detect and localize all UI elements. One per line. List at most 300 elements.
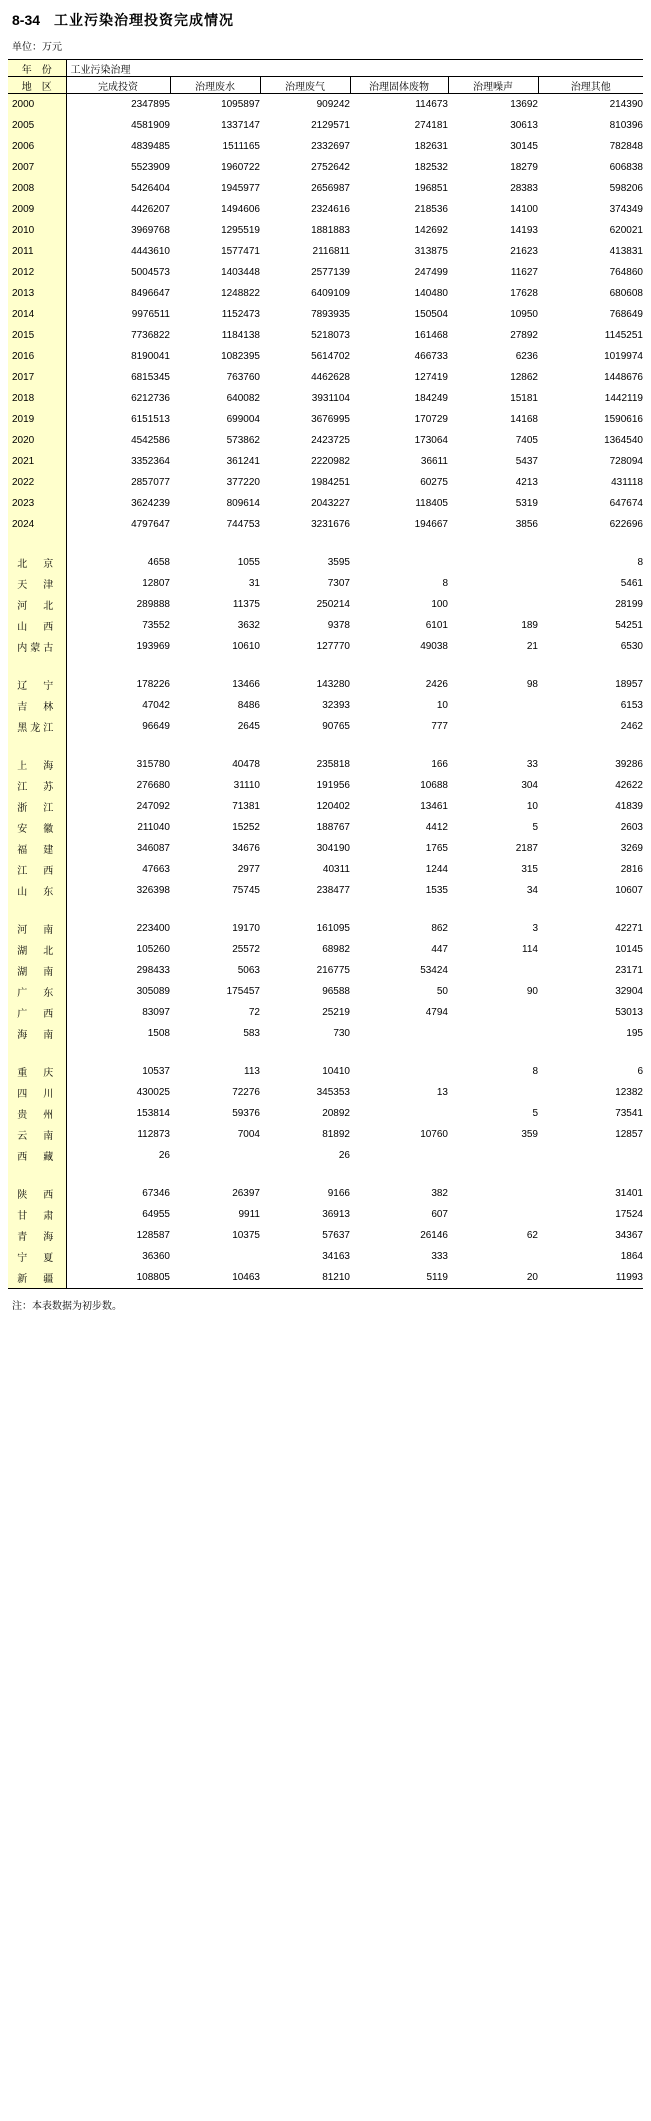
row-label: 吉 林 xyxy=(8,695,66,716)
table-cell: 3352364 xyxy=(131,456,170,467)
row-label: 山 东 xyxy=(8,880,66,901)
table-cell xyxy=(448,1082,538,1103)
table-cell: 2462 xyxy=(620,721,643,732)
table-cell: 41839 xyxy=(615,801,643,812)
table-row xyxy=(8,636,643,657)
table-cell: 40311 xyxy=(322,864,350,875)
table-row xyxy=(8,817,643,838)
row-label: 上 海 xyxy=(8,754,66,775)
table-cell: 13 xyxy=(436,1087,448,1098)
table-cell: 23171 xyxy=(615,965,643,976)
table-row xyxy=(8,409,643,430)
table-cell: 5218073 xyxy=(311,330,350,341)
table-cell: 2116811 xyxy=(312,246,350,257)
table-cell: 620021 xyxy=(609,225,643,236)
table-cell: 214390 xyxy=(609,99,643,110)
table-row xyxy=(8,1246,643,1267)
table-cell: 14100 xyxy=(510,204,538,215)
table-cell xyxy=(448,960,538,981)
row-label: 贵 州 xyxy=(8,1103,66,1124)
row-label: 2014 xyxy=(8,304,66,325)
table-cell: 173064 xyxy=(414,435,448,446)
header-col-solid-waste: 治理固体废物 xyxy=(350,77,448,94)
table-note: 注：本表数据为初步数。 xyxy=(12,1301,122,1312)
table-cell: 763760 xyxy=(226,372,260,383)
table-cell: 11993 xyxy=(615,1272,643,1283)
table-cell: 15252 xyxy=(232,822,260,833)
table-cell: 50 xyxy=(436,986,448,997)
row-label: 安 徽 xyxy=(8,817,66,838)
table-cell: 182532 xyxy=(414,162,448,173)
cell-blank xyxy=(448,657,538,674)
table-header xyxy=(8,60,643,94)
table-cell: 1448676 xyxy=(604,372,643,383)
table-cell: 211040 xyxy=(137,822,170,833)
table-cell: 235818 xyxy=(316,759,350,770)
table-cell: 4213 xyxy=(515,477,538,488)
row-label: 2013 xyxy=(8,283,66,304)
table-cell: 4412 xyxy=(425,822,448,833)
row-label: 河 南 xyxy=(8,918,66,939)
table-cell: 289888 xyxy=(136,599,170,610)
row-label: 2008 xyxy=(8,178,66,199)
table-row xyxy=(8,981,643,1002)
cell-blank xyxy=(170,535,260,552)
table-cell: 764860 xyxy=(609,267,643,278)
row-label-blank xyxy=(8,535,66,552)
table-cell: 3969768 xyxy=(131,225,170,236)
table-cell: 30145 xyxy=(510,141,538,152)
table-cell: 304190 xyxy=(316,843,350,854)
table-cell: 73552 xyxy=(142,620,170,631)
table-cell: 54251 xyxy=(615,620,643,631)
table-cell: 6 xyxy=(637,1066,643,1077)
table-cell: 32393 xyxy=(322,700,350,711)
table-cell: 34163 xyxy=(322,1251,350,1262)
table-title-text: 工业污染治理投资完成情况 xyxy=(54,12,235,28)
table-cell: 2645 xyxy=(237,721,260,732)
table-cell: 83097 xyxy=(142,1007,170,1018)
header-col-total-investment: 完成投资 xyxy=(98,81,138,93)
table-cell: 10410 xyxy=(322,1066,350,1077)
table-row xyxy=(8,1061,643,1082)
table-cell: 862 xyxy=(431,923,448,934)
table-cell: 10688 xyxy=(420,780,448,791)
table-row xyxy=(8,1002,643,1023)
table-row xyxy=(8,674,643,695)
table-cell: 25572 xyxy=(232,944,260,955)
table-cell: 8 xyxy=(442,578,448,589)
table-cell: 3 xyxy=(532,923,538,934)
table-cell: 53424 xyxy=(420,965,448,976)
table-row xyxy=(8,304,643,325)
table-cell xyxy=(448,716,538,737)
table-cell: 728094 xyxy=(609,456,643,467)
table-cell: 60275 xyxy=(420,477,448,488)
table-cell: 680608 xyxy=(609,288,643,299)
table-body xyxy=(8,94,643,1290)
table-cell: 2977 xyxy=(237,864,260,875)
table-cell: 346087 xyxy=(136,843,170,854)
table-cell: 188767 xyxy=(316,822,350,833)
cell-blank xyxy=(538,535,643,552)
table-cell: 8486 xyxy=(237,700,260,711)
table-cell: 1184138 xyxy=(221,330,260,341)
table-cell: 359 xyxy=(521,1129,538,1140)
table-cell: 2423725 xyxy=(311,435,350,446)
header-stub-year: 年 份 xyxy=(8,60,66,77)
table-cell: 5119 xyxy=(426,1272,448,1283)
table-row xyxy=(8,1204,643,1225)
table-cell xyxy=(448,552,538,573)
table-cell: 730 xyxy=(333,1028,350,1039)
cell-blank xyxy=(170,901,260,918)
table-cell: 5 xyxy=(532,822,538,833)
table-cell: 1337147 xyxy=(221,120,260,131)
table-cell: 1508 xyxy=(147,1028,170,1039)
cell-blank xyxy=(538,1044,643,1061)
unit-label: 单位：万元 xyxy=(12,42,62,53)
table-cell: 250214 xyxy=(316,599,350,610)
header-col-waste-gas: 治理废气 xyxy=(260,77,350,94)
table-cell: 6153 xyxy=(620,700,643,711)
table-cell: 42622 xyxy=(615,780,643,791)
table-cell: 583 xyxy=(243,1028,260,1039)
cell-blank xyxy=(66,657,170,674)
header-group-label: 工业污染治理 xyxy=(66,60,643,77)
table-cell: 81892 xyxy=(322,1129,350,1140)
table-cell: 8496647 xyxy=(131,288,170,299)
table-cell: 2857077 xyxy=(131,477,170,488)
table-cell: 36360 xyxy=(142,1251,170,1262)
table-cell: 14168 xyxy=(510,414,538,425)
table-cell: 118405 xyxy=(415,498,448,509)
table-cell: 305089 xyxy=(136,986,170,997)
table-cell: 6530 xyxy=(620,641,643,652)
table-row xyxy=(8,199,643,220)
table-cell: 57637 xyxy=(322,1230,350,1241)
table-cell: 6101 xyxy=(425,620,448,631)
table-cell: 170729 xyxy=(414,414,448,425)
table-row xyxy=(8,1124,643,1145)
table-cell: 2043227 xyxy=(311,498,350,509)
table-cell: 247499 xyxy=(414,267,448,278)
table-cell: 3931104 xyxy=(311,393,350,404)
row-label: 2022 xyxy=(8,472,66,493)
table-cell: 247092 xyxy=(136,801,170,812)
table-cell: 81210 xyxy=(322,1272,350,1283)
cell-blank xyxy=(350,1044,448,1061)
table-cell: 1295519 xyxy=(221,225,260,236)
cell-blank xyxy=(448,535,538,552)
table-cell: 3632 xyxy=(237,620,260,631)
table-row xyxy=(8,262,643,283)
table-cell: 1145251 xyxy=(604,330,643,341)
row-label: 陕 西 xyxy=(8,1183,66,1204)
table-row xyxy=(8,388,643,409)
row-label: 浙 江 xyxy=(8,796,66,817)
table-cell: 6151513 xyxy=(131,414,170,425)
table-cell: 777 xyxy=(431,721,448,732)
cell-blank xyxy=(260,1166,350,1183)
table-spacer-row xyxy=(8,535,643,552)
table-row xyxy=(8,94,643,116)
table-cell: 3231676 xyxy=(311,519,350,530)
table-cell: 12382 xyxy=(615,1087,643,1098)
cell-blank xyxy=(66,901,170,918)
row-label: 2010 xyxy=(8,220,66,241)
cell-blank xyxy=(350,901,448,918)
table-cell: 47042 xyxy=(142,700,170,711)
table-row xyxy=(8,1183,643,1204)
table-cell: 1152473 xyxy=(221,309,260,320)
row-label: 2021 xyxy=(8,451,66,472)
header-col-other: 治理其他 xyxy=(538,77,643,94)
table-cell: 6815345 xyxy=(131,372,170,383)
cell-blank xyxy=(448,737,538,754)
table-cell: 573862 xyxy=(226,435,260,446)
table-number: 8-34 xyxy=(12,12,41,28)
header-stub-region: 地 区 xyxy=(8,77,66,94)
table-cell: 3595 xyxy=(327,557,350,568)
row-label: 湖 南 xyxy=(8,960,66,981)
cell-blank xyxy=(260,737,350,754)
row-label: 河 北 xyxy=(8,594,66,615)
table-cell: 1864 xyxy=(620,1251,643,1262)
table-cell: 34676 xyxy=(232,843,260,854)
table-cell: 1082395 xyxy=(221,351,260,362)
row-label-blank xyxy=(8,1044,66,1061)
table-row xyxy=(8,1225,643,1246)
row-label: 2020 xyxy=(8,430,66,451)
table-cell xyxy=(448,573,538,594)
table-cell: 699004 xyxy=(226,414,260,425)
table-cell: 7405 xyxy=(515,435,538,446)
table-cell: 9378 xyxy=(327,620,350,631)
table-cell: 2347895 xyxy=(131,99,170,110)
table-cell: 90765 xyxy=(322,721,350,732)
row-label: 2012 xyxy=(8,262,66,283)
table-cell: 5063 xyxy=(237,965,260,976)
table-cell: 10760 xyxy=(420,1129,448,1140)
table-row xyxy=(8,859,643,880)
row-label: 2005 xyxy=(8,115,66,136)
table-cell xyxy=(538,1145,643,1166)
table-cell: 13466 xyxy=(232,679,260,690)
table-row xyxy=(8,514,643,535)
table-cell: 1095897 xyxy=(221,99,260,110)
table-cell: 1019974 xyxy=(604,351,643,362)
row-label: 2016 xyxy=(8,346,66,367)
table-cell xyxy=(170,1246,260,1267)
table-cell: 274181 xyxy=(414,120,448,131)
row-label: 北 京 xyxy=(8,552,66,573)
table-row xyxy=(8,220,643,241)
table-cell: 175457 xyxy=(226,986,260,997)
table-row xyxy=(8,115,643,136)
row-label: 西 藏 xyxy=(8,1145,66,1166)
table-cell: 3856 xyxy=(515,519,538,530)
table-row xyxy=(8,367,643,388)
cell-blank xyxy=(260,901,350,918)
table-cell: 304 xyxy=(521,780,538,791)
table-row xyxy=(8,838,643,859)
table-cell: 382 xyxy=(431,1188,448,1199)
row-label: 天 津 xyxy=(8,573,66,594)
table-cell: 276680 xyxy=(136,780,170,791)
row-label: 山 西 xyxy=(8,615,66,636)
table-row xyxy=(8,346,643,367)
table-cell: 11627 xyxy=(510,267,538,278)
table-cell: 7307 xyxy=(327,578,350,589)
table-cell: 4581909 xyxy=(131,120,170,131)
row-label: 新 疆 xyxy=(8,1267,66,1289)
table-cell: 744753 xyxy=(226,519,260,530)
table-cell: 7736822 xyxy=(131,330,170,341)
table-spacer-row xyxy=(8,737,643,754)
table-row xyxy=(8,157,643,178)
table-cell: 72276 xyxy=(232,1087,260,1098)
row-label: 江 苏 xyxy=(8,775,66,796)
table-cell: 31110 xyxy=(233,780,260,791)
table-cell: 12862 xyxy=(510,372,538,383)
cell-blank xyxy=(350,657,448,674)
table-cell: 21 xyxy=(526,641,538,652)
table-cell: 26 xyxy=(158,1150,170,1161)
table-cell: 12857 xyxy=(615,1129,643,1140)
table-cell: 178226 xyxy=(136,679,170,690)
table-cell: 8 xyxy=(532,1066,538,1077)
table-cell: 28199 xyxy=(615,599,643,610)
table-cell: 1248822 xyxy=(221,288,260,299)
table-cell: 39286 xyxy=(615,759,643,770)
table-cell: 18279 xyxy=(510,162,538,173)
table-cell: 62 xyxy=(526,1230,538,1241)
table-cell: 782848 xyxy=(609,141,643,152)
table-row xyxy=(8,796,643,817)
table-cell: 182631 xyxy=(414,141,448,152)
table-cell: 72 xyxy=(248,1007,260,1018)
table-cell: 10 xyxy=(526,801,538,812)
row-label-blank xyxy=(8,657,66,674)
table-cell xyxy=(448,1183,538,1204)
table-cell: 598206 xyxy=(609,183,643,194)
table-cell: 68982 xyxy=(322,944,350,955)
table-cell: 161095 xyxy=(316,923,350,934)
cell-blank xyxy=(448,1166,538,1183)
table-cell: 105260 xyxy=(136,944,170,955)
table-cell: 218536 xyxy=(414,204,448,215)
table-row xyxy=(8,241,643,262)
table-cell: 223400 xyxy=(136,923,170,934)
table-cell: 31401 xyxy=(615,1188,643,1199)
table-cell: 30613 xyxy=(510,120,538,131)
table-cell: 9166 xyxy=(327,1188,350,1199)
table-cell: 413831 xyxy=(609,246,643,257)
header-col-wastewater: 治理废水 xyxy=(170,77,260,94)
row-label: 黑龙江 xyxy=(8,716,66,737)
table-cell: 10375 xyxy=(232,1230,260,1241)
cell-blank xyxy=(66,535,170,552)
table-cell: 2577139 xyxy=(311,267,350,278)
table-cell: 28383 xyxy=(510,183,538,194)
table-cell: 32904 xyxy=(615,986,643,997)
table-row xyxy=(8,695,643,716)
row-label: 2009 xyxy=(8,199,66,220)
table-row xyxy=(8,1103,643,1124)
table-cell: 315 xyxy=(521,864,538,875)
table-cell: 9976511 xyxy=(131,309,170,320)
table-cell: 5614702 xyxy=(311,351,350,362)
table-cell: 1590616 xyxy=(604,414,643,425)
table-cell: 768649 xyxy=(609,309,643,320)
row-label: 海 南 xyxy=(8,1023,66,1044)
table-cell: 34367 xyxy=(615,1230,643,1241)
table-cell: 1765 xyxy=(425,843,448,854)
table-cell: 2220982 xyxy=(311,456,350,467)
cell-blank xyxy=(350,535,448,552)
table-cell: 5 xyxy=(532,1108,538,1119)
table-cell xyxy=(448,1023,538,1044)
table-cell: 8190041 xyxy=(131,351,170,362)
cell-blank xyxy=(448,1044,538,1061)
row-label: 辽 宁 xyxy=(8,674,66,695)
table-cell: 27892 xyxy=(510,330,538,341)
table-row xyxy=(8,430,643,451)
row-label: 2011 xyxy=(8,241,66,262)
table-row xyxy=(8,573,643,594)
data-table xyxy=(8,59,643,1289)
table-cell: 5319 xyxy=(515,498,538,509)
table-cell: 20 xyxy=(526,1272,538,1283)
table-cell: 40478 xyxy=(232,759,260,770)
cell-blank xyxy=(260,1044,350,1061)
table-cell: 1960722 xyxy=(221,162,260,173)
table-row xyxy=(8,960,643,981)
table-row xyxy=(8,472,643,493)
cell-blank xyxy=(170,1044,260,1061)
table-cell: 431118 xyxy=(611,477,643,488)
table-cell: 34 xyxy=(526,885,538,896)
row-label: 2019 xyxy=(8,409,66,430)
table-cell xyxy=(448,695,538,716)
table-spacer-row xyxy=(8,1044,643,1061)
table-cell: 606838 xyxy=(609,162,643,173)
table-cell: 21623 xyxy=(510,246,538,257)
table-row xyxy=(8,1082,643,1103)
cell-blank xyxy=(170,1166,260,1183)
table-cell: 2816 xyxy=(620,864,643,875)
table-cell: 17628 xyxy=(510,288,538,299)
table-cell xyxy=(350,1061,448,1082)
table-cell xyxy=(448,1002,538,1023)
table-cell: 161468 xyxy=(414,330,448,341)
row-label: 2024 xyxy=(8,514,66,535)
row-label: 2006 xyxy=(8,136,66,157)
cell-blank xyxy=(260,535,350,552)
table-cell: 13692 xyxy=(510,99,538,110)
table-cell: 810396 xyxy=(609,120,643,131)
table-cell: 1984251 xyxy=(311,477,350,488)
page-title xyxy=(8,0,643,30)
table-cell: 25219 xyxy=(322,1007,350,1018)
table-cell: 622696 xyxy=(609,519,643,530)
table-cell: 3624239 xyxy=(131,498,170,509)
table-cell: 143280 xyxy=(316,679,350,690)
table-cell: 298433 xyxy=(136,965,170,976)
table-cell: 128587 xyxy=(136,1230,170,1241)
cell-blank xyxy=(66,1166,170,1183)
